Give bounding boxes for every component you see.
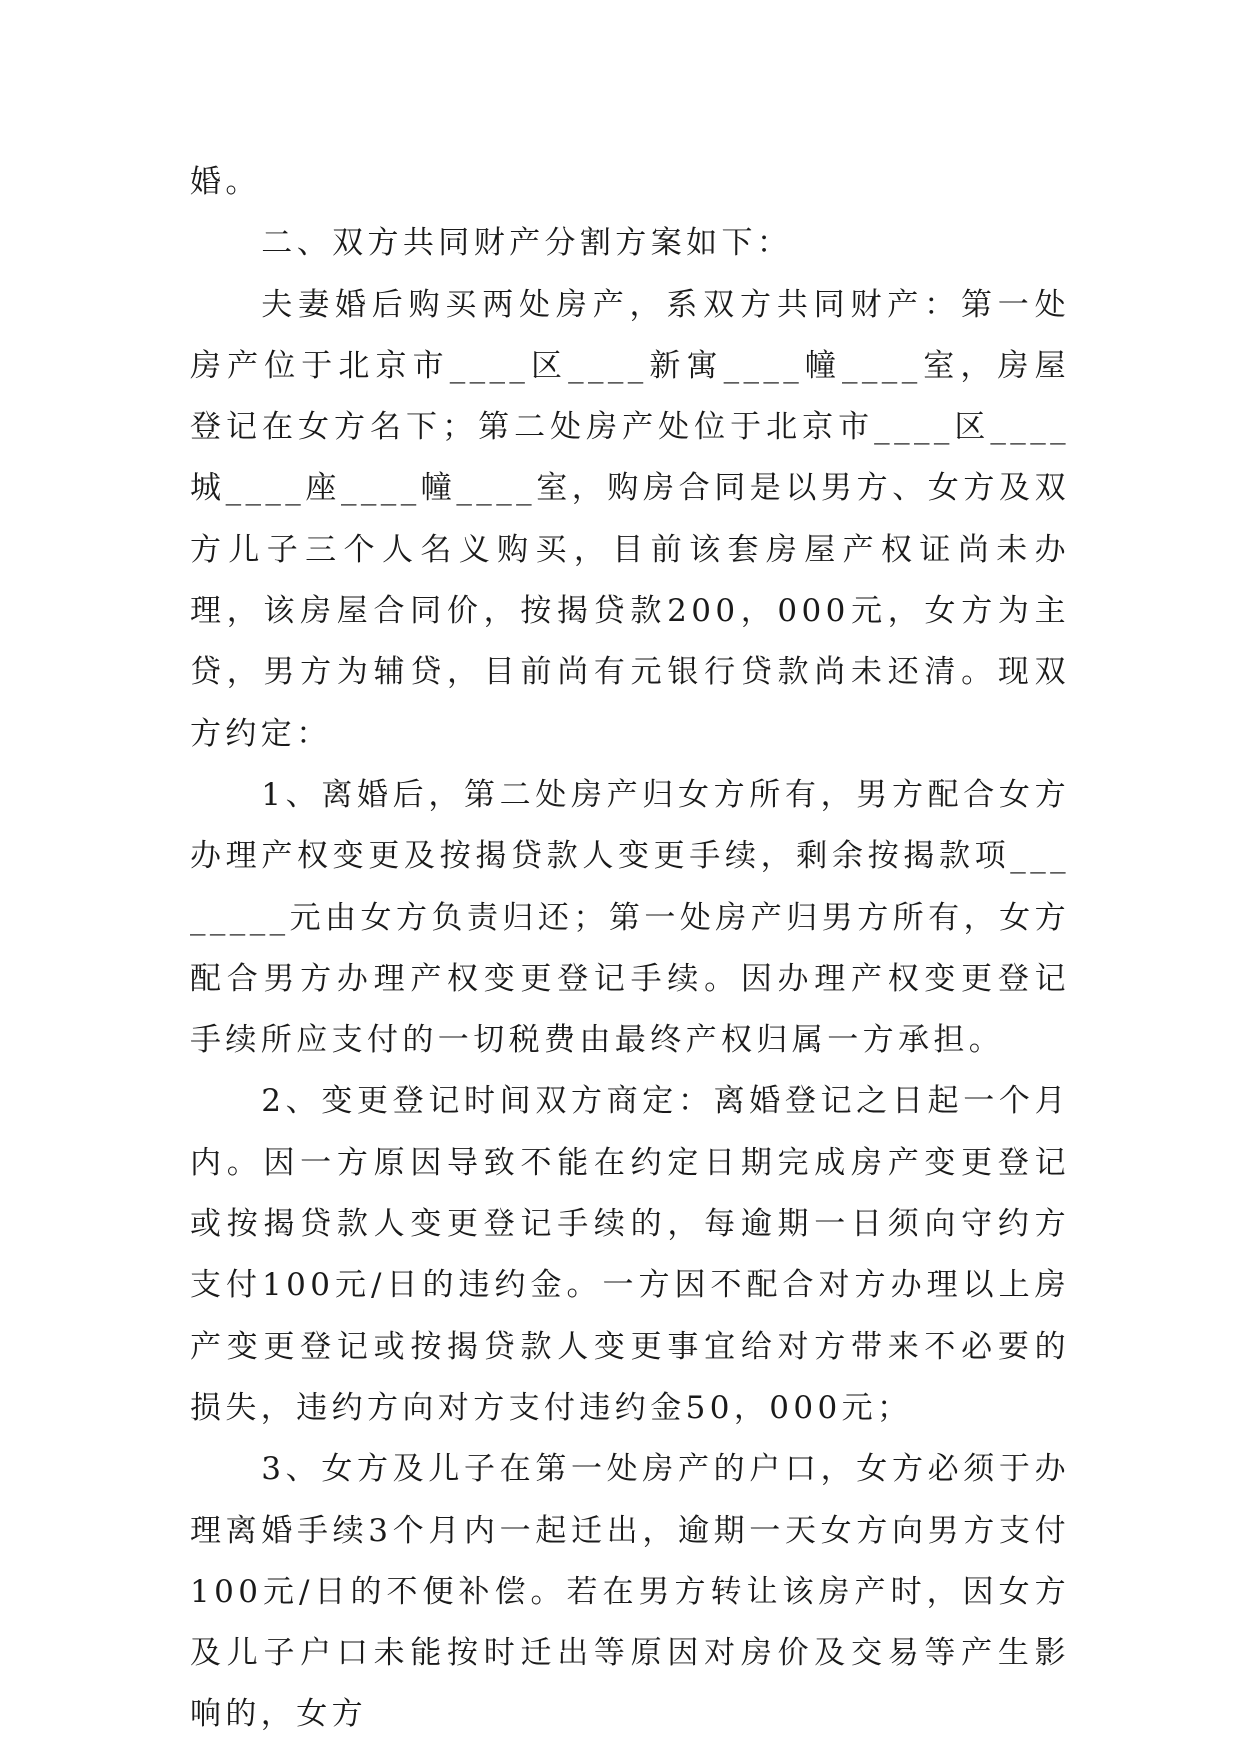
paragraph-property-description: 夫妻婚后购买两处房产，系双方共同财产：第一处房产位于北京市____区____新寓____幢____室，房屋登记在女方名下；第二处房产处位于北京市____区____城____座____幢____室，购房合同是以男方、女方及双方儿子三个人名义购买，目前该套房屋产权证尚未办理，该房屋合同价，按揭贷款200，000元，女方为主贷，男方为辅贷，目前尚有元银行贷款尚未还清。现双方约定： <box>190 286 1070 752</box>
paragraph-clause-1: 1、离婚后，第二处房产归女方所有，男方配合女方办理产权变更及按揭贷款人变更手续，剩余按揭款项________元由女方负责归还；第一处房产归男方所有，女方配合男方办理产权变更登记手续。因办理产权变更登记手续所应支付的一切税费由最终产权归属一方承担。 <box>190 776 1070 1059</box>
document-body <box>190 152 1070 1746</box>
paragraph-clause-3: 3、女方及儿子在第一处房产的户口，女方必须于办理离婚手续3个月内一起迁出，逾期一天女方向男方支付100元/日的不便补偿。若在男方转让该房产时，因女方及儿子户口未能按时迁出等原因对房价及交易等产生影响的，女方 <box>190 1451 1070 1733</box>
paragraph-section-heading: 二、双方共同财产分割方案如下： <box>261 225 793 262</box>
paragraph-clause-2: 2、变更登记时间双方商定：离婚登记之日起一个月内。因一方原因导致不能在约定日期完成房产变更登记或按揭贷款人变更登记手续的，每逾期一日须向守约方支付100元/日的违约金。一方因不配合对方办理以上房产变更登记或按揭贷款人变更事宜给对方带来不必要的损失，违约方向对方支付违约金50，000元； <box>190 1083 1070 1426</box>
paragraph-continuation: 婚。 <box>190 164 261 200</box>
